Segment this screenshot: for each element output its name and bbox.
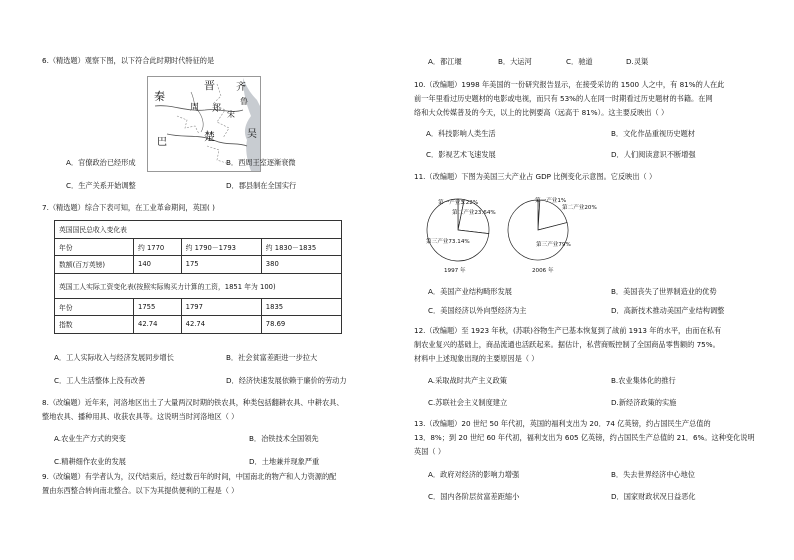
map-label-wu: 吴 bbox=[247, 129, 257, 140]
q9-line1: 9.（改编题）有学者认为，汉代结束后，经过数百年的时间，中国南北的物产和人力资源的配 bbox=[42, 472, 337, 481]
pie1-year: 1997 年 bbox=[444, 268, 466, 274]
q13-line3: 英国（ ） bbox=[414, 447, 446, 456]
q13-line1: 13.（改编题）20 世纪 50 年代初，英国的福利支出为 20．74 亿英镑，约占国民生产总值的 bbox=[414, 419, 711, 428]
q10-line1: 10.（改编题）1998 年美国的一份研究报告显示，在接受采访的 1500 人之中，有 81%的人在此 bbox=[414, 80, 725, 89]
map-label-lu: 鲁 bbox=[240, 97, 248, 106]
map-label-chu: 楚 bbox=[204, 130, 215, 143]
table-cell: 42.74 bbox=[181, 316, 261, 334]
q8-line2: 整地农具、播种用具、收获农具等。这说明当时河洛地区（ ） bbox=[42, 412, 239, 421]
map-label-song: 宋 bbox=[227, 110, 235, 119]
q11-option-c[interactable]: C．美国经济以外向型经济为主 bbox=[428, 306, 527, 315]
q7-data-table bbox=[54, 220, 342, 334]
table-cell: 1835 bbox=[261, 298, 341, 316]
q12-line3: 材料中上述现象出现的主要原因是（ ） bbox=[414, 354, 539, 363]
table-cell: 140 bbox=[134, 256, 182, 274]
table-year-label: 年份 bbox=[55, 238, 134, 256]
q8-option-a[interactable]: A.农业生产方式的突变 bbox=[54, 434, 126, 443]
q12-line2: 制农业复兴的基础上，商品流通也活跃起来。据估计，私营商贩控制了全国商品零售额的 75%。 bbox=[414, 340, 720, 349]
table-cell: 175 bbox=[181, 256, 261, 274]
q6-option-b[interactable]: B．西周王室逐渐衰微 bbox=[226, 158, 296, 167]
q10-line2: 前一年里看过历史题材的电影或电视，而只有 53%的人在同一时期看过历史题材的书籍。在网 bbox=[414, 94, 713, 103]
pie2-label-tertiary: 第三产业79% bbox=[536, 242, 571, 248]
table-cell: 约 1790－1793 bbox=[181, 238, 261, 256]
q9-option-a[interactable]: A．都江堰 bbox=[428, 57, 462, 66]
q6-option-a[interactable]: A．官僚政治已经形成 bbox=[66, 158, 136, 167]
table-cell: 1755 bbox=[134, 298, 182, 316]
q12-option-a[interactable]: A.采取战时共产主义政策 bbox=[428, 376, 507, 385]
q12-option-b[interactable]: B.农业集体化的推行 bbox=[611, 376, 676, 385]
q8-line1: 8.（改编题）近年来，河洛地区出土了大量两汉时期的铁农具，种类包括翻耕农具、中耕农具、 bbox=[42, 398, 344, 407]
q11-option-b[interactable]: B．美国丧失了世界制造业的优势 bbox=[611, 287, 717, 296]
q6-option-c[interactable]: C．生产关系开始调整 bbox=[66, 181, 136, 190]
q13-option-a[interactable]: A．政府对经济的影响力增强 bbox=[428, 470, 520, 479]
table-cell: 78.69 bbox=[261, 316, 341, 334]
map-label-zhou: 周 bbox=[190, 103, 200, 113]
q10-option-c[interactable]: C．影视艺术飞速发展 bbox=[426, 150, 496, 159]
q11-option-d[interactable]: D．高新技术推动美国产业结构调整 bbox=[611, 306, 725, 315]
table-cell: 1797 bbox=[181, 298, 261, 316]
map-label-ba: 巴 bbox=[157, 137, 167, 148]
table-value-label: 数额(百万英镑) bbox=[55, 256, 134, 274]
table-year-label-2: 年份 bbox=[55, 298, 134, 316]
pie2-label-primary: 第一产业1% bbox=[535, 198, 567, 204]
q12-option-d[interactable]: D.新经济政策的实施 bbox=[611, 398, 677, 407]
q12-line1: 12.（改编题）至 1923 年秋，(苏联)谷物生产已基本恢复到了战前 1913 年的水平，由而在私有 bbox=[414, 326, 722, 335]
table-index-label: 指数 bbox=[55, 316, 134, 334]
q8-option-d[interactable]: D．土地兼并现象严重 bbox=[249, 457, 320, 466]
q13-option-b[interactable]: B．失去世界经济中心地位 bbox=[611, 470, 695, 479]
q7-option-c[interactable]: C．工人生活整体上没有改善 bbox=[54, 376, 146, 385]
q9-option-d[interactable]: D.灵渠 bbox=[626, 57, 649, 66]
q9-option-b[interactable]: B．大运河 bbox=[498, 57, 532, 66]
q13-option-d[interactable]: D．国家财政状况日益恶化 bbox=[611, 492, 696, 501]
q8-option-b[interactable]: B．冶铁技术全国领先 bbox=[249, 434, 319, 443]
q10-option-d[interactable]: D．人们阅读意识不断增强 bbox=[611, 150, 696, 159]
pie2-label-secondary: 第二产业20% bbox=[562, 205, 597, 211]
map-label-jin: 晋 bbox=[204, 79, 215, 92]
q11-option-a[interactable]: A．美国产业结构畸形发展 bbox=[428, 287, 512, 296]
pie2-year: 2006 年 bbox=[532, 268, 554, 274]
table-cell: 42.74 bbox=[134, 316, 182, 334]
table-title-wages: 英国工人实际工资变化表(按照实际购买力计算的工资，1851 年为 100) bbox=[55, 273, 342, 298]
pie1-label-secondary: 第二产业23.64% bbox=[452, 210, 496, 216]
pie1-label-primary: 第一产业3.22% bbox=[438, 200, 479, 206]
table-cell: 约 1830－1835 bbox=[261, 238, 341, 256]
q12-option-c[interactable]: C.苏联社会主义制度建立 bbox=[428, 398, 508, 407]
q9-line2: 置由东西整合转向南北整合。以下为其提供便利的工程是（ ） bbox=[42, 486, 239, 495]
map-label-qi: 齐 bbox=[236, 82, 246, 93]
q10-line3: 络和大众传媒普及的今天，以上的比例要高（远高于 81%）。这主要反映出（ ） bbox=[414, 108, 669, 117]
q13-option-c[interactable]: C．国内各阶层贫富差距缩小 bbox=[428, 492, 520, 501]
q10-option-b[interactable]: B．文化作品重视历史题材 bbox=[611, 129, 695, 138]
q7-option-a[interactable]: A．工人实际收入与经济发展同步增长 bbox=[54, 353, 174, 362]
map-label-qin: 秦 bbox=[154, 90, 165, 103]
q7-stem: 7.（精选题）综合下表可知，在工业革命期间，英国( ) bbox=[42, 203, 215, 212]
table-cell: 380 bbox=[261, 256, 341, 274]
q10-option-a[interactable]: A．科技影响人类生活 bbox=[426, 129, 496, 138]
table-cell: 约 1770 bbox=[134, 238, 182, 256]
q6-stem: 6.（精选题）观察下图，以下符合此时期时代特征的是 bbox=[42, 56, 215, 65]
q7-option-b[interactable]: B．社会贫富差距进一步拉大 bbox=[226, 353, 318, 362]
table-title-income: 英国国民总收入变化表 bbox=[55, 221, 342, 239]
q6-option-d[interactable]: D．郡县制在全国实行 bbox=[226, 181, 297, 190]
q11-stem: 11.（改编题）下图为美国三大产业占 GDP 比例变化示意图。它反映出（ ） bbox=[414, 172, 657, 181]
q9-option-c[interactable]: C．驰道 bbox=[566, 57, 593, 66]
pie1-label-tertiary: 第三产业73.14% bbox=[426, 239, 470, 245]
q13-line2: 13．8%；到 20 世纪 60 年代初，福利支出为 605 亿英镑，约占国民生产总值的 21．6%。这种变化说明 bbox=[414, 433, 755, 442]
q8-option-c[interactable]: C.精耕细作农业的发展 bbox=[54, 457, 126, 466]
q7-option-d[interactable]: D．经济快速发展依赖于廉价的劳动力 bbox=[226, 376, 347, 385]
map-label-zheng: 郑 bbox=[212, 104, 222, 114]
